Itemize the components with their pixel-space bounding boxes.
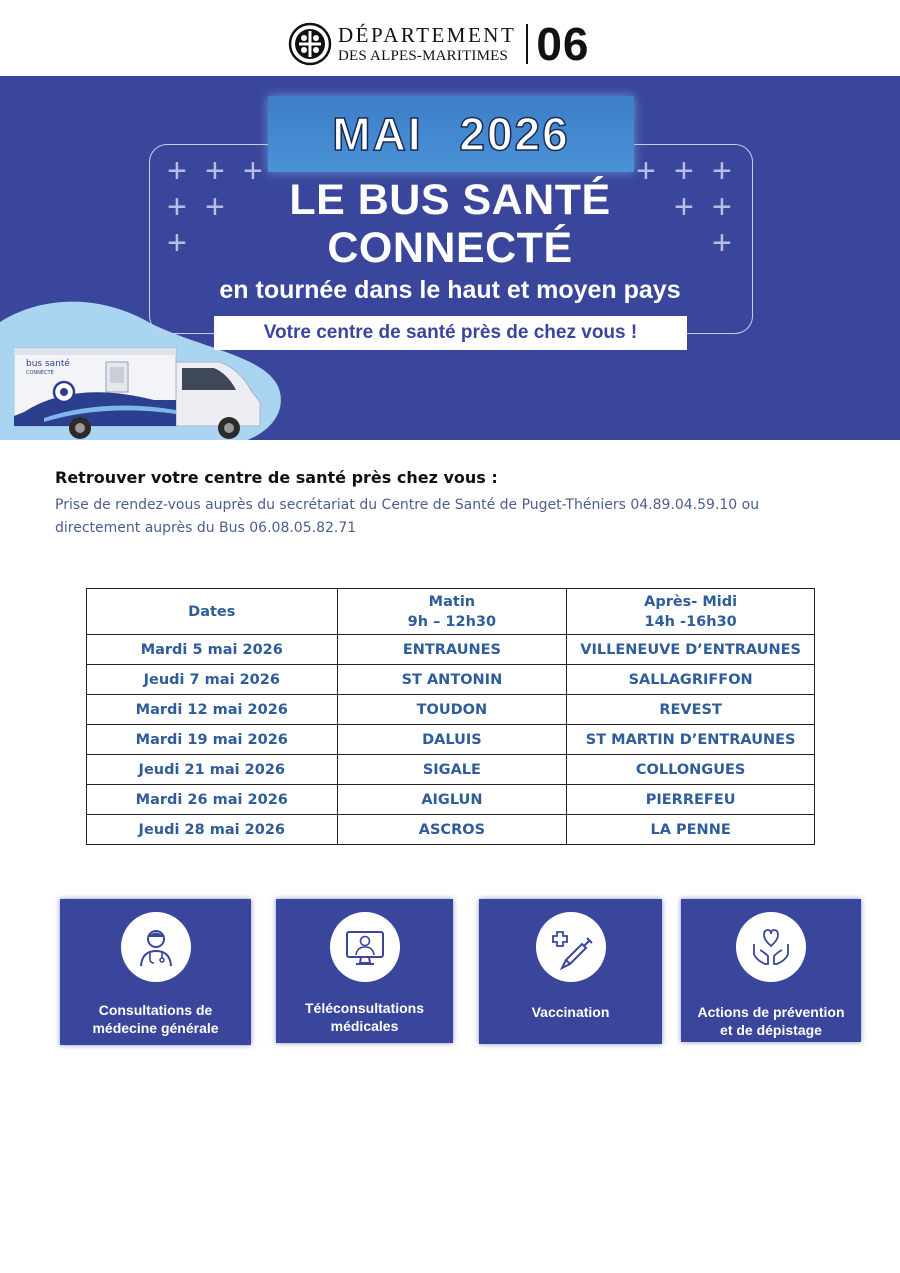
teleconsultation-icon	[342, 924, 388, 970]
syringe-icon	[548, 924, 594, 970]
banner-subtitle: en tournée dans le haut et moyen pays	[219, 276, 681, 304]
row-afternoon: REVEST	[567, 695, 815, 725]
row-morning: ASCROS	[337, 815, 567, 845]
service-label: Consultations de médecine générale	[92, 1002, 219, 1036]
doctor-icon	[133, 924, 179, 970]
row-afternoon: SALLAGRIFFON	[567, 665, 815, 695]
row-date: Jeudi 21 mai 2026	[87, 755, 338, 785]
service-card-vaccination	[479, 899, 662, 1044]
service-label: Téléconsultations médicales	[304, 1000, 425, 1034]
header-afternoon	[567, 589, 815, 635]
card-icon-circle	[536, 912, 606, 982]
plus-decoration: +	[205, 152, 225, 190]
banner-title-line2: CONNECTÉ	[327, 224, 573, 272]
plus-decoration: +	[167, 188, 187, 226]
row-date: Mardi 26 mai 2026	[87, 785, 338, 815]
hero-banner	[0, 76, 900, 440]
card-icon-circle	[330, 912, 400, 982]
banner-title	[200, 176, 700, 272]
logo-separator	[526, 24, 528, 64]
plus-decoration: +	[167, 224, 187, 262]
row-date: Mardi 19 mai 2026	[87, 725, 338, 755]
table-header-row	[87, 589, 815, 635]
row-morning: TOUDON	[337, 695, 567, 725]
header-morning-label: Matin	[428, 593, 476, 610]
bus-illustration	[14, 340, 264, 440]
org-name-line1: DÉPARTEMENT	[338, 22, 517, 47]
row-morning: SIGALE	[337, 755, 567, 785]
row-morning: ENTRAUNES	[337, 635, 567, 665]
row-afternoon: LA PENNE	[567, 815, 815, 845]
table-row	[87, 815, 815, 845]
bus-sign-line2: CONNECTÉ	[26, 370, 54, 376]
org-name-line2: DES ALPES-MARITIMES	[338, 47, 509, 64]
row-date: Jeudi 28 mai 2026	[87, 815, 338, 845]
plus-decoration: +	[636, 152, 656, 190]
banner-tagline: Votre centre de santé près de chez vous !	[214, 316, 687, 350]
row-afternoon: COLLONGUES	[567, 755, 815, 785]
month-title: MAI 2026	[332, 108, 570, 160]
service-card-prevention	[681, 899, 861, 1042]
card-icon-circle	[121, 912, 191, 982]
row-morning: ST ANTONIN	[337, 665, 567, 695]
header-morning	[337, 589, 567, 635]
service-label: Actions de prévention et de dépistage	[697, 1004, 845, 1038]
card-icon-circle	[736, 912, 806, 982]
plus-decoration: +	[712, 152, 732, 190]
hands-heart-icon	[748, 924, 794, 970]
row-date: Mardi 12 mai 2026	[87, 695, 338, 725]
service-card-teleconsultation	[276, 899, 453, 1043]
plus-decoration: +	[243, 152, 263, 190]
schedule-table	[86, 588, 815, 845]
row-afternoon: VILLENEUVE D’ENTRAUNES	[567, 635, 815, 665]
month-badge	[268, 96, 634, 172]
header-afternoon-label: Après- Midi	[644, 593, 738, 610]
row-date: Mardi 5 mai 2026	[87, 635, 338, 665]
table-row	[87, 725, 815, 755]
table-row	[87, 665, 815, 695]
header-dates: Dates	[87, 589, 338, 635]
header-morning-hours: 9h – 12h30	[407, 613, 497, 630]
plus-decoration: +	[712, 188, 732, 226]
row-afternoon: ST MARTIN D’ENTRAUNES	[567, 725, 815, 755]
row-morning: DALUIS	[337, 725, 567, 755]
plus-decoration: +	[674, 188, 694, 226]
service-card-consultations	[60, 899, 251, 1045]
intro-heading: Retrouver votre centre de santé près chez vous :	[55, 468, 498, 487]
plus-decoration: +	[167, 152, 187, 190]
bus-sign-line1: bus santé	[26, 359, 70, 369]
department-logo	[288, 20, 589, 68]
department-number: 06	[536, 18, 590, 70]
table-row	[87, 785, 815, 815]
department-emblem-icon	[288, 22, 332, 66]
plus-decoration: +	[205, 188, 225, 226]
plus-decoration: +	[712, 224, 732, 262]
table-row	[87, 695, 815, 725]
row-date: Jeudi 7 mai 2026	[87, 665, 338, 695]
table-row	[87, 635, 815, 665]
intro-body: Prise de rendez-vous auprès du secrétariat du Centre de Santé de Puget-Théniers 04.89.04.59.10 ou directement auprès du Bus 06.08.05.82.71	[55, 497, 760, 536]
table-row	[87, 755, 815, 785]
service-label: Vaccination	[531, 1004, 610, 1020]
header-afternoon-hours: 14h -16h30	[644, 613, 737, 630]
row-afternoon: PIERREFEU	[567, 785, 815, 815]
row-morning: AIGLUN	[337, 785, 567, 815]
plus-decoration: +	[674, 152, 694, 190]
banner-title-line1: LE BUS SANTÉ	[289, 176, 611, 224]
